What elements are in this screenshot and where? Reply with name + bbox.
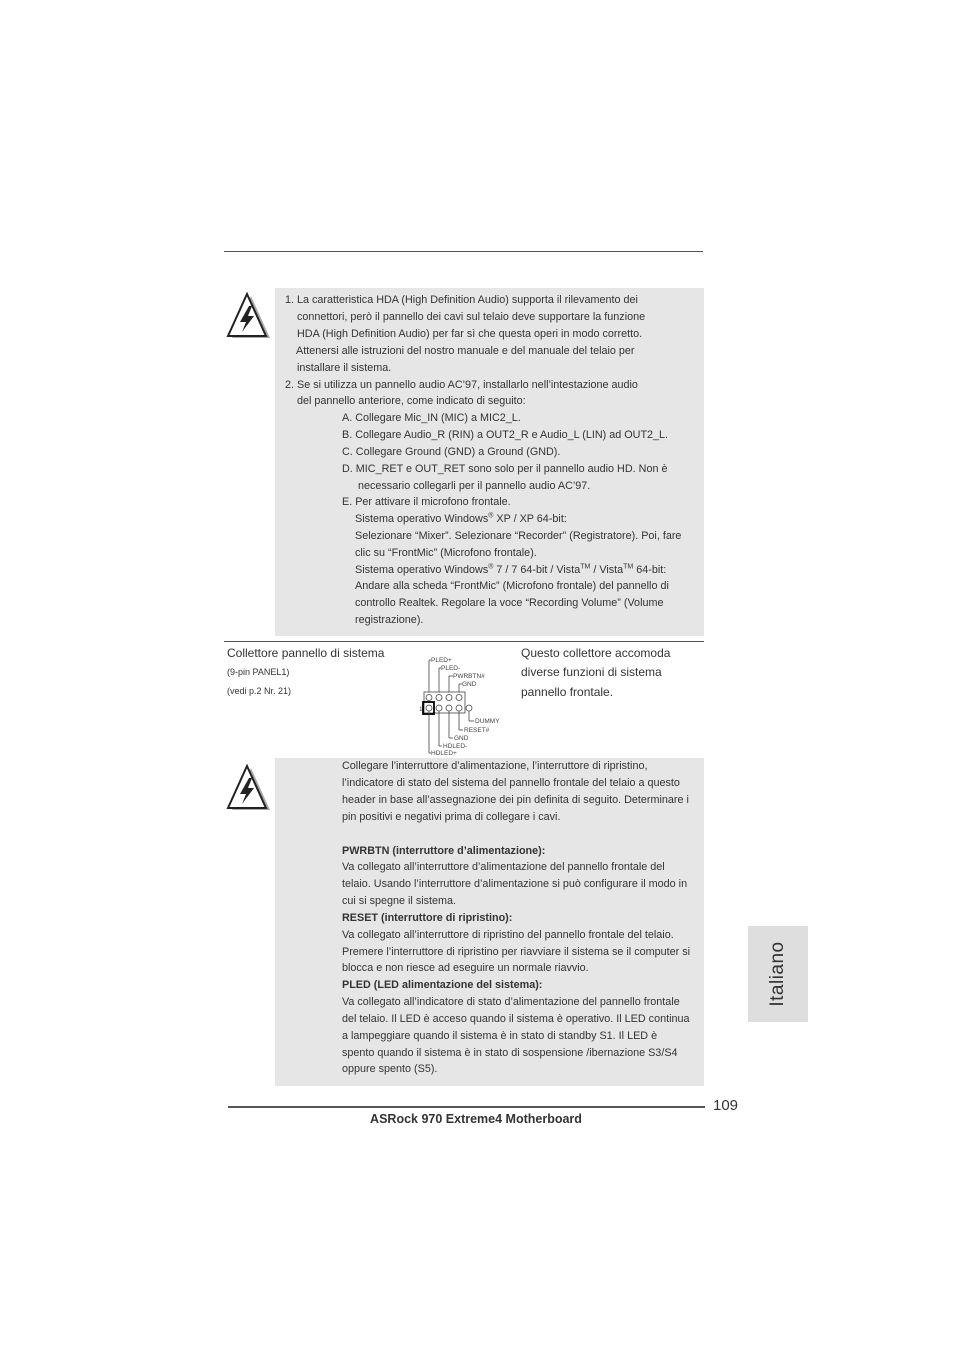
note1-line: controllo Realtek. Regolare la voce “Recording Volume” (Volume [355,597,664,609]
note2-line: Va collegato all’indicatore di stato d’alimentazione del pannello frontale [342,996,680,1008]
warning-icon [224,292,272,342]
reset-heading: RESET (interruttore di ripristino): [342,912,513,924]
note1-line: A. Collegare Mic_IN (MIC) a MIC2_L. [342,412,521,424]
note1-line: necessario collegarli per il pannello audio AC’97. [358,480,591,492]
note2-line: del telaio. Il LED è acceso quando il sistema è operativo. Il LED continua [342,1013,690,1025]
note1-line: Attenersi alle istruzioni del nostro manuale e del manuale del telaio per [296,345,635,357]
note2-line: telaio. Usando l’interruttore d’alimentazione si può configurare il modo in [342,878,688,890]
note1-line: registrazione). [355,614,424,626]
note2-line: oppure spento (S5). [342,1063,438,1075]
section-subtitle: (9-pin PANEL1) [227,667,290,677]
note1-line: D. MIC_RET e OUT_RET sono solo per il pannello audio HD. Non è [342,463,668,475]
section-rule [224,641,704,642]
page-number: 109 [713,1097,739,1114]
note2-line: Premere l’interruttore di ripristino per riavviare il sistema se il computer si [342,946,691,958]
os-xp-heading: Sistema operativo Windows® XP / XP 64-bit: [355,512,567,525]
pin-label-gnd-bottom: GND [454,735,469,742]
note2-line: Collegare l’interruttore d’alimentazione, l’interruttore di ripristino, [342,760,648,772]
footer-rule [228,1106,705,1108]
pin-label-dummy: DUMMY [475,718,500,725]
note1-line: Selezionare “Mixer”. Selezionare “Recorder” (Registratore). Poi, fare [355,530,682,542]
warning-icon [224,764,272,814]
pin-label-hdled-plus: HDLED+ [431,750,457,757]
pin-label-pled-plus: PLED+ [431,657,452,664]
language-tab [748,926,808,1022]
section-title: Collettore pannello di sistema [227,646,385,660]
note2-line: header in base all’assegnazione dei pin definita di seguito. Determinare i [342,794,689,806]
note1-line: connettori, però il pannello dei cavi sul telaio deve supportare la funzione [297,311,646,323]
section-description: diverse funzioni di sistema [521,665,662,679]
note1-line: clic su “FrontMic” (Microfono frontale). [355,547,537,559]
note2-line: spento quando il sistema è in stato di sospensione /ibernazione S3/S4 [342,1047,678,1059]
pin-label-hdled-minus: HDLED- [443,743,468,750]
os-vista-heading: Sistema operativo Windows® 7 / 7 64-bit / Vista™ / Vista™ 64-bit: [355,563,667,576]
pled-heading: PLED (LED alimentazione del sistema): [342,979,543,991]
note1-line: B. Collegare Audio_R (RIN) a OUT2_R e Audio_L (LIN) ad OUT2_L. [342,429,669,441]
pwrbtn-heading: PWRBTN (interruttore d’alimentazione): [342,845,546,857]
pin-label-pwrbtn: PWRBTN# [453,673,485,680]
section-description: Questo collettore accomoda [521,646,671,660]
pin-one-label: 1 [419,706,423,713]
note2-line: blocca e non riesce ad eseguire un normale riavvio. [342,962,589,974]
panel-header-diagram [418,654,504,758]
note1-line: 2. Se si utilizza un pannello audio AC’97, installarlo nell’intestazione audio [285,379,638,391]
pin-label-reset: RESET# [464,727,490,734]
note1-line: E. Per attivare il microfono frontale. [342,496,511,508]
note2-line: cui si spegne il sistema. [342,895,457,907]
section-reference: (vedi p.2 Nr. 21) [227,686,292,696]
note2-line: l’indicatore di stato del sistema del pannello frontale del telaio a questo [342,777,680,789]
note2-line: Va collegato all’interruttore d’alimentazione del pannello frontale del [342,861,665,873]
note1-line: del pannello anteriore, come indicato di seguito: [297,395,526,407]
footer-title: ASRock 970 Extreme4 Motherboard [370,1112,582,1126]
header-rule [224,251,703,252]
language-tab-label: Italiano [767,941,788,1007]
note1-line: C. Collegare Ground (GND) a Ground (GND). [342,446,561,458]
note1-line: Andare alla scheda “FrontMic” (Microfono frontale) del pannello di [355,580,669,592]
note2-line: Va collegato all’interruttore di ripristino del pannello frontale del telaio. [342,929,674,941]
note2-line: a lampeggiare quando il sistema è in stato di standby S1. Il LED è [342,1030,658,1042]
section-description: pannello frontale. [521,685,614,699]
pin-label-pled-minus: PLED- [441,665,461,672]
note2-line: pin positivi e negativi prima di collegare i cavi. [342,811,561,823]
note1-line: installare il sistema. [297,362,392,374]
note1-line: HDA (High Definition Audio) per far sì che questa operi in modo corretto. [297,328,643,340]
note1-line: 1. La caratteristica HDA (High Definition Audio) supporta il rilevamento dei [285,294,638,306]
pin-label-gnd-top: GND [462,681,477,688]
